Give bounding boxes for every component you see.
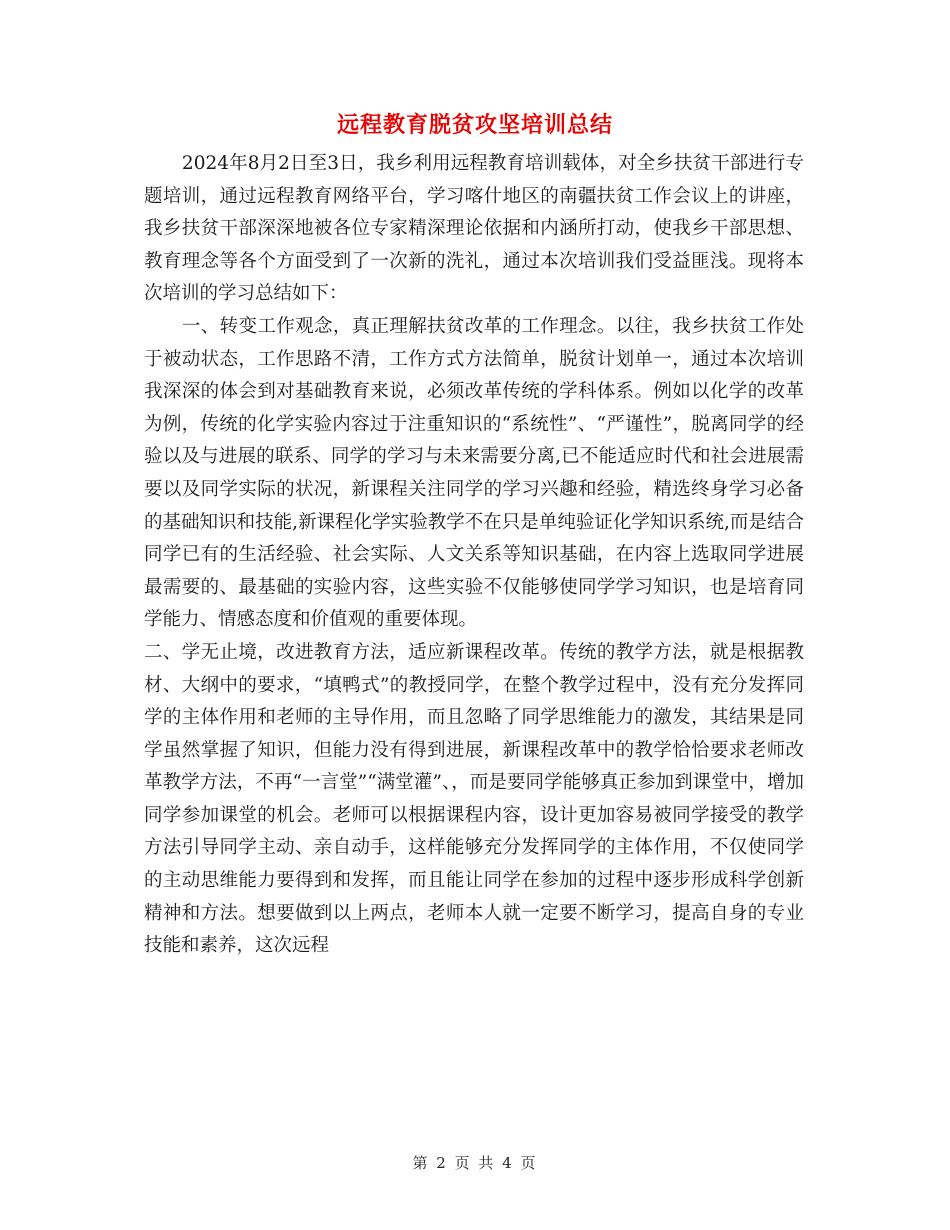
- document-title: 远程教育脱贫攻坚培训总结: [336, 112, 613, 138]
- paragraph-intro: 2024年8月2日至3日，我乡利用远程教育培训载体，对全乡扶贫干部进行专题培训，通过远程教育网络平台，学习喀什地区的南疆扶贫工作会议上的讲座，我乡扶贫干部深深地被各位专家精深理论依据和内涵所打动，使我乡干部思想、教育理念等各个方面受到了一次新的洗礼，通过本次培训我们受益匪浅。现将本次培训的学习总结如下：: [144, 153, 804, 305]
- document-body: [144, 148, 804, 963]
- paragraph-section-one: 一、转变工作观念，真正理解扶贫改革的工作理念。以往，我乡扶贫工作处于被动状态，工作思路不清，工作方式方法简单，脱贫计划单一，通过本次培训我深深的体会到对基础教育来说，必须改革传统的学科体系。例如以化学的改革为例，传统的化学实验内容过于注重知识的“系统性”、“严谨性”，脱离同学的经验以及与进展的联系、同学的学习与未来需要分离,已不能适应时代和社会进展需要以及同学实际的状况，新课程关注同学的学习兴趣和经验，精选终身学习必备的基础知识和技能,新课程化学实验教学不在只是单纯验证化学知识系统,而是结合同学已有的生活经验、社会实际、人文关系等知识基础，在内容上选取同学进展最需要的、最基础的实验内容，这些实验不仅能够使同学学习知识，也是培育同学能力、情感态度和价值观的重要体现。: [144, 315, 804, 631]
- paragraph-section-two: 二、学无止境，改进教育方法，适应新课程改革。传统的教学方法，就是根据教材、大纲中的要求，“填鸭式”的教授同学，在整个教学过程中，没有充分发挥同学的主体作用和老师的主导作用，而且忽略了同学思维能力的激发，其结果是同学虽然掌握了知识，但能力没有得到进展，新课程改革中的教学恰恰要求老师改革教学方法，不再“一言堂”“满堂灌”、，而是要同学能够真正参加到课堂中，增加同学参加课堂的机会。老师可以根据课程内容，设计更加容易被同学接受的教学方法引导同学主动、亲自动手，这样能够充分发挥同学的主体作用，不仅使同学的主动思维能力要得到和发挥，而且能让同学在参加的过程中逐步形成科学创新精神和方法。想要做到以上两点，老师本人就一定要不断学习，提高自身的专业技能和素养，这次远程: [144, 641, 804, 957]
- page-footer: 第 2 页 共 4 页: [412, 1154, 538, 1172]
